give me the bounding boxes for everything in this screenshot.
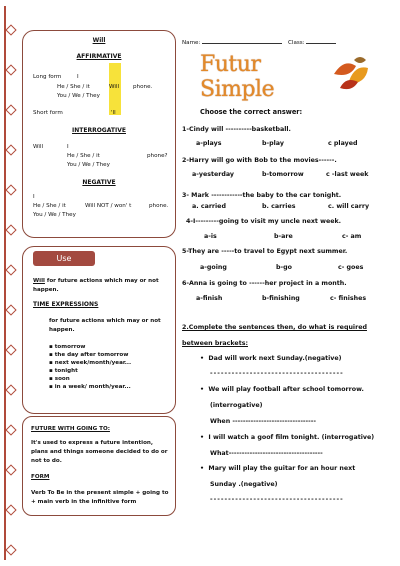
question-6: 6-Anna is going to ------her project in a month. xyxy=(182,280,347,287)
question-5: 5-They are -----to travel to Egypt next summer. xyxy=(182,248,348,255)
aff-will: Will xyxy=(109,84,120,90)
sentence-1: • Dad will work next Sunday.(negative) xyxy=(200,355,342,362)
q4-option-a[interactable]: a-is xyxy=(204,233,217,240)
q4-option-c[interactable]: c- am xyxy=(342,233,362,240)
answer-line-3[interactable]: What------------------------------------ xyxy=(210,450,323,457)
int-phone: phone? xyxy=(147,153,168,159)
going-to-l2: plans and things someone decided to do or xyxy=(31,449,168,455)
autumn-leaves-image xyxy=(330,54,372,92)
sentence-3: • I will watch a goof film tonight. (interrogative) xyxy=(200,434,375,441)
use-text2: happen. xyxy=(33,287,59,293)
te-item-5: ▪ soon xyxy=(49,376,70,382)
int-i: I xyxy=(67,144,69,150)
time-expressions-heading: TIME EXPRESSIONS xyxy=(33,301,99,308)
worksheet xyxy=(182,0,398,566)
q5-option-b[interactable]: b-go xyxy=(276,264,292,271)
te-text1: for future actions which may or not xyxy=(49,318,161,324)
use-text1: for future actions which may or not xyxy=(46,278,159,284)
answer-line-2[interactable]: When -------------------------------- xyxy=(210,418,317,425)
q2-option-c[interactable]: c -last week xyxy=(326,171,369,178)
int-will: Will xyxy=(33,144,44,150)
form-l1: Verb To Be in the present simple + going to xyxy=(31,490,169,496)
decorative-border xyxy=(4,6,16,560)
q6-option-b[interactable]: b-finishing xyxy=(262,295,300,302)
use-will-word: Will xyxy=(33,278,45,284)
use-panel xyxy=(22,246,176,414)
aff-you: You / We / They xyxy=(57,93,100,99)
neg-phone: phone. xyxy=(149,203,169,209)
going-to-l3: not to do. xyxy=(31,458,62,464)
q2-option-b[interactable]: b-tomorrow xyxy=(262,171,304,178)
short-ll: 'll xyxy=(111,110,116,116)
going-to-panel xyxy=(22,416,176,516)
class-field[interactable] xyxy=(288,40,336,46)
sentence-4-req: Sunday .(negative) xyxy=(210,481,278,488)
affirmative-heading: AFFIRMATIVE xyxy=(76,53,122,60)
name-label: Name: xyxy=(182,40,201,46)
answer-line-4[interactable]: ------------------------------------- xyxy=(210,496,344,503)
te-item-2: ▪ the day after tomorrow xyxy=(49,352,129,358)
going-to-title: FUTURE WITH GOING TO: xyxy=(31,426,110,432)
use-heading: Use xyxy=(33,251,95,266)
te-item-4: ▪ tonight xyxy=(49,368,78,374)
int-he: He / She / it xyxy=(67,153,100,159)
neg-he: He / She / it xyxy=(33,203,66,209)
sentence-2-req: (interrogative) xyxy=(210,402,263,409)
q3-option-c[interactable]: c. will carry xyxy=(328,203,370,210)
int-you: You / We / They xyxy=(67,162,110,168)
task2-heading-l2: between brackets: xyxy=(182,340,248,347)
te-text2: happen. xyxy=(49,327,75,333)
q6-option-a[interactable]: a-finish xyxy=(196,295,223,302)
sentence-4: • Mary will play the guitar for an hour next xyxy=(200,465,356,472)
page-title: Futur Simple xyxy=(200,52,275,102)
neg-you: You / We / They xyxy=(33,212,76,218)
task2-heading-l1: 2.Complete the sentences then, do what is required xyxy=(182,324,367,331)
answer-line-1[interactable]: ------------------------------------- xyxy=(210,370,344,377)
sentence-2: • We will play football after school tomorrow. xyxy=(200,386,364,393)
form-l2: + main verb in the infinitive form xyxy=(31,499,137,505)
q1-option-a[interactable]: a-plays xyxy=(196,140,222,147)
going-to-l1: It's used to express a future intention, xyxy=(31,440,154,446)
te-item-1: ▪ tomorrow xyxy=(49,344,86,350)
long-form-label: Long form xyxy=(33,74,62,80)
will-panel xyxy=(22,30,176,238)
q3-option-a[interactable]: a. carried xyxy=(192,203,226,210)
aff-phone: phone. xyxy=(133,84,153,90)
q6-option-c[interactable]: c- finishes xyxy=(330,295,367,302)
will-title: Will xyxy=(92,37,106,44)
q1-option-b[interactable]: b-play xyxy=(262,140,284,147)
q5-option-c[interactable]: c- goes xyxy=(338,264,364,271)
question-2: 2-Harry will go with Bob to the movies------. xyxy=(182,157,337,164)
short-form-label: Short form xyxy=(33,110,63,116)
q2-option-a[interactable]: a-yesterday xyxy=(192,171,235,178)
question-3: 3- Mark ------------the baby to the car tonight. xyxy=(182,192,342,199)
negative-heading: NEGATIVE xyxy=(82,179,116,186)
question-1: 1-Cindy will ----------basketball. xyxy=(182,126,291,133)
question-4: 4-I---------going to visit my uncle next week. xyxy=(186,218,342,225)
instruction: Choose the correct answer: xyxy=(200,108,303,116)
class-label: Class: xyxy=(288,40,305,46)
aff-he: He / She / it xyxy=(57,84,90,90)
aff-i: I xyxy=(77,74,79,80)
neg-will: Will NOT / won' t xyxy=(85,203,132,209)
form-heading: FORM xyxy=(31,474,50,480)
q4-option-b[interactable]: b-are xyxy=(274,233,293,240)
interrogative-heading: INTERROGATIVE xyxy=(72,127,126,134)
neg-i: I xyxy=(33,194,35,200)
te-item-3: ▪ next week/month/year... xyxy=(49,360,132,366)
name-field[interactable] xyxy=(182,40,282,46)
q3-option-b[interactable]: b. carries xyxy=(262,203,296,210)
te-item-6: ▪ in a week/ month/year... xyxy=(49,384,131,390)
use-line1 xyxy=(33,277,159,285)
q1-option-c[interactable]: c played xyxy=(328,140,358,147)
q5-option-a[interactable]: a-going xyxy=(200,264,227,271)
